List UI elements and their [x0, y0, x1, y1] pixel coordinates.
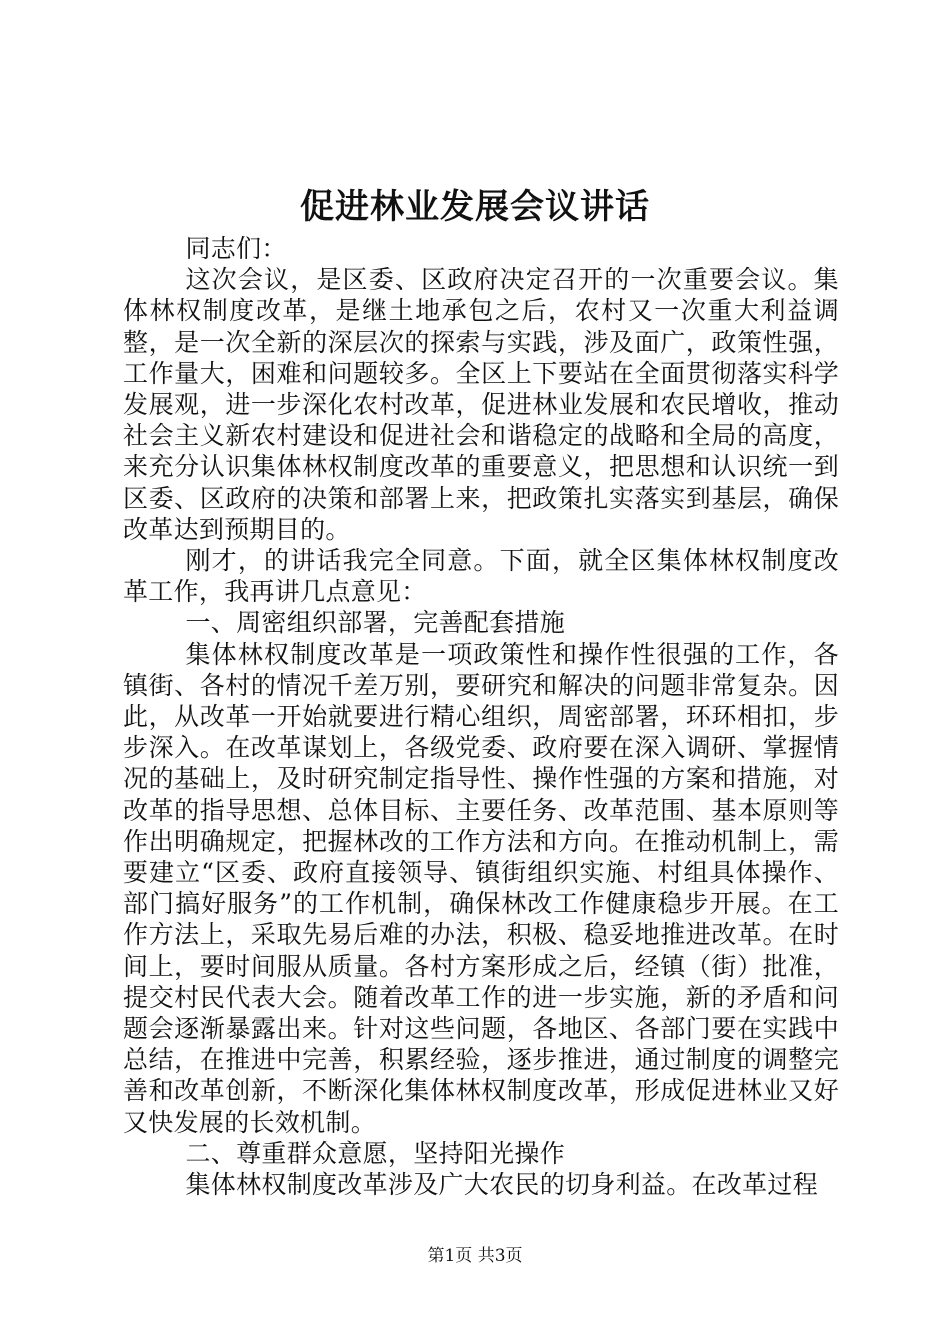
- document-title: 促进林业发展会议讲话: [300, 187, 650, 227]
- page-number-footer: 第1页 共3页: [427, 1246, 523, 1266]
- body-paragraph: 这次会议，是区委、区政府决定召开的一次重要会议。集体林权制度改革，是继土地承包之后，农村又一次重大利益调整，是一次全新的深层次的探索与实践，涉及面广，政策性强，工作量大，困难和问题较多。全区上下要站在全面贯彻落实科学发展观，进一步深化农村改革，促进林业发展和农民增收，推动社会主义新农村建设和促进社会和谐稳定的战略和全局的高度，来充分认识集体林权制度改革的重要意义，把思想和认识统一到区委、区政府的决策和部署上来，把政策扎实落实到基层，确保改革达到预期目的。: [123, 265, 839, 544]
- body-paragraph: 集体林权制度改革是一项政策性和操作性很强的工作，各镇街、各村的情况千差万别，要研究和解决的问题非常复杂。因此，从改革一开始就要进行精心组织，周密部署，环环相扣，步步深入。在改革谋划上，各级党委、政府要在深入调研、掌握情况的基础上，及时研究制定指导性、操作性强的方案和措施，对改革的指导思想、总体目标、主要任务、改革范围、基本原则等作出明确规定，把握林改的工作方法和方向。在推动机制上，需要建立“区委、政府直接领导、镇街组织实施、村组具体操作、部门搞好服务”的工作机制，确保林改工作健康稳步开展。在工作方法上，采取先易后难的办法，积极、稳妥地推进改革。在时间上，要时间服从质量。各村方案形成之后，经镇（街）批准，提交村民代表大会。随着改革工作的进一步实施，新的矛盾和问题会逐渐暴露出来。针对这些问题，各地区、各部门要在实践中总结，在推进中完善，积累经验，逐步推进，通过制度的调整完善和改革创新，不断深化集体林权制度改革，形成促进林业又好又快发展的长效机制。: [123, 639, 839, 1137]
- section-heading: 二、尊重群众意愿，坚持阳光操作: [185, 1138, 566, 1168]
- section-heading: 一、周密组织部署，完善配套措施: [185, 608, 566, 638]
- body-paragraph: 刚才，的讲话我完全同意。下面，就全区集体林权制度改革工作，我再讲几点意见：: [123, 546, 839, 607]
- salutation-paragraph: 同志们：: [185, 234, 287, 263]
- body-paragraph: 集体林权制度改革涉及广大农民的切身利益。在改革过程: [185, 1170, 819, 1200]
- document-body: [123, 233, 839, 1200]
